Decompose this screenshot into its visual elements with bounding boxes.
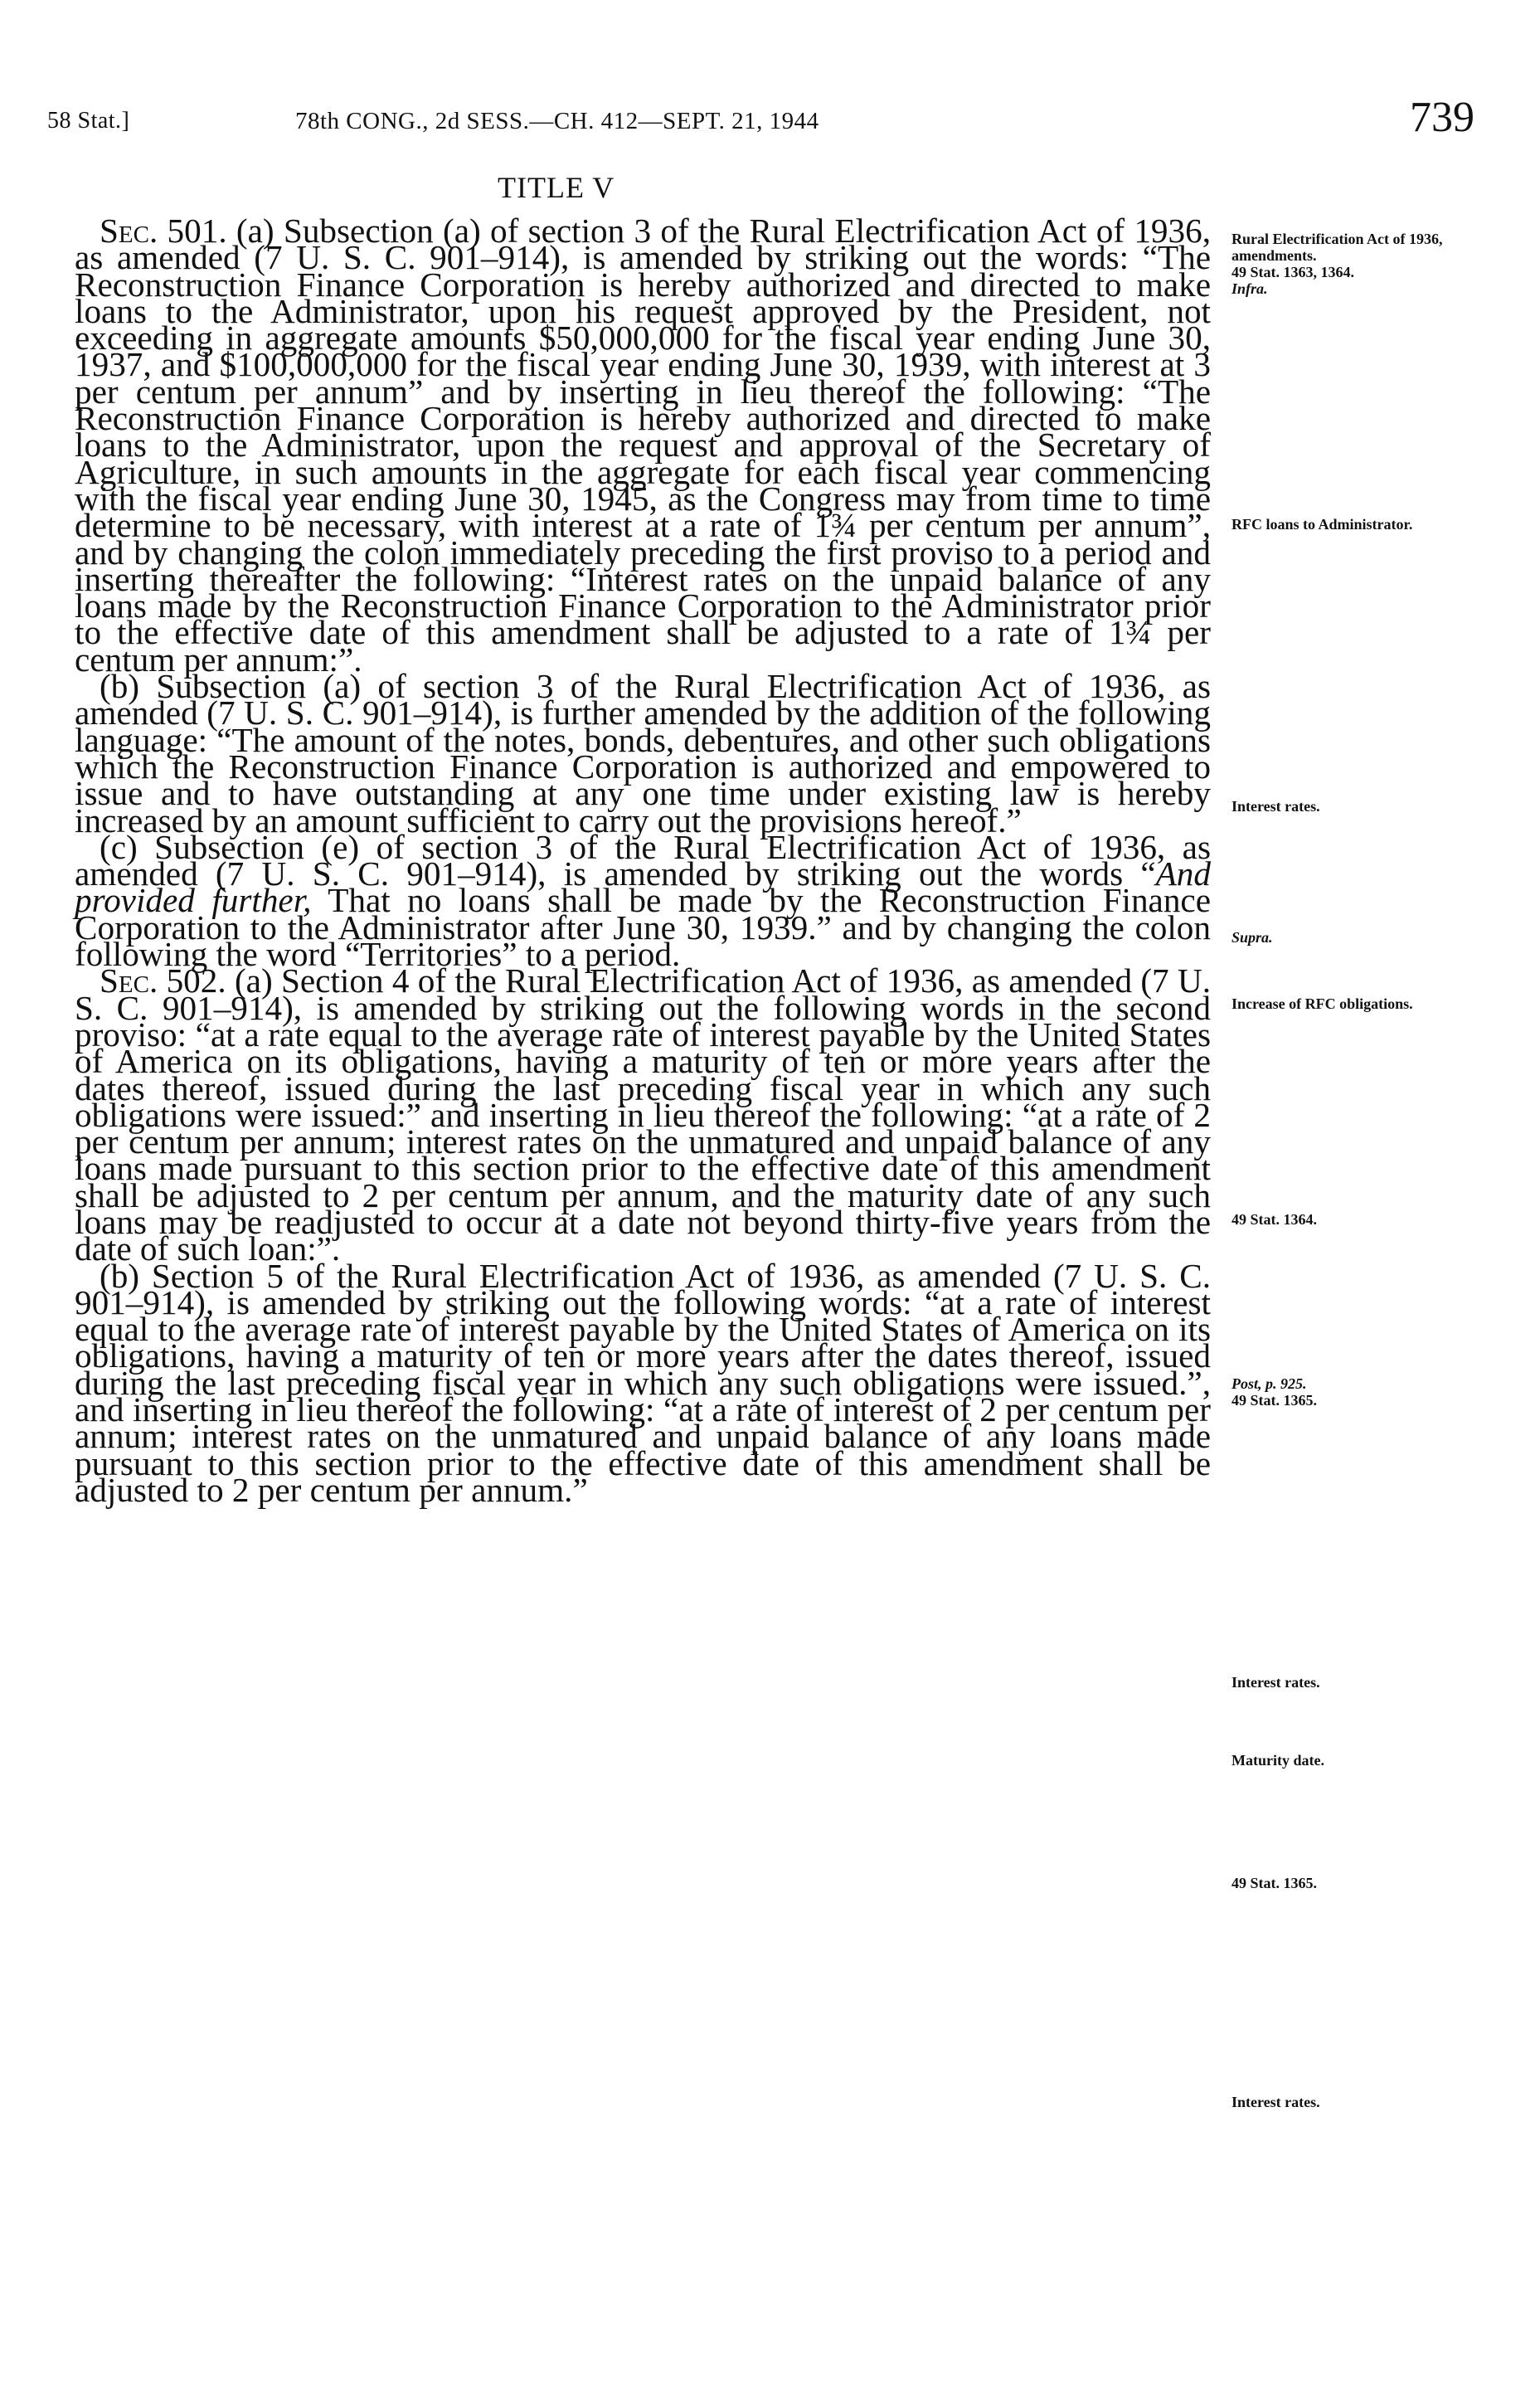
- margin-note-interest-rates: Interest rates.: [1232, 1674, 1320, 1691]
- margin-note-49-stat-1364: 49 Stat. 1364.: [1232, 1211, 1317, 1228]
- margin-note-maturity-date: Maturity date.: [1232, 1752, 1324, 1769]
- margin-note-line: 49 Stat. 1365.: [1232, 1392, 1317, 1409]
- margin-note-line: 49 Stat. 1363, 1364.: [1232, 264, 1354, 280]
- margin-note-line: Post, p. 925.: [1232, 1375, 1307, 1392]
- margin-note-rural-electrification: [1232, 231, 1497, 297]
- margin-note-interest-rates: Interest rates.: [1232, 2094, 1320, 2110]
- running-head-statute: 58 Stat.]: [47, 108, 130, 134]
- running-head-session: 78th CONG., 2d SESS.—CH. 412—SEPT. 21, 1944: [295, 108, 819, 134]
- margin-note-rfc-loans: RFC loans to Administrator.: [1232, 516, 1413, 533]
- section-label: Sec. 501.: [100, 212, 227, 250]
- margin-note-line: Rural Electrification Act of 1936, amendments.: [1232, 231, 1443, 264]
- paragraph-text: (b) Section 5 of the Rural Electrification Act of 1936, as amended (7 U. S. C. 901–914), is amended by striking out the following words: “at a rate of interest equal to the average rate of interest payable by the United States of America on its obligations, having a maturity of ten or more years after the dates thereof, issued during the last preceding fiscal year in which any such obligations were issued.”, and inserting in lieu thereof the following: “at a rate of interest of 2 per centum per annum; interest rates on the unmatured and unpaid balance of any loans made pursuant to this section prior to the effective date of this amendment shall be adjusted to 2 per centum per annum.”: [75, 1256, 1211, 1509]
- italic-phrase: And provided further,: [75, 854, 1211, 920]
- paragraph-text: (c) Subsection (e) of section 3 of the Rural Electrification Act of 1936, as amended (7 U. S. C. 901–914), is amended by striking out the words “: [75, 827, 1211, 893]
- paragraph-text: (a) Section 4 of the Rural Electrification Act of 1936, as amended (7 U. S. C. 901–914), is amended by striking out the following words in the second proviso: “at a rate equal to the average rate of interest payable by the United States of America on its obligations, having a maturity of ten or more years after the dates thereof, issued during the last preceding fiscal year in which any such obligations were issued:” and inserting in lieu thereof the following: “at a rate of 2 per centum per annum; interest rates on the unmatured and unpaid balance of any loans made pursuant to this section prior to the effective date of this amendment shall be adjusted to 2 per centum per annum, and the maturity date of any such loans may be readjusted to occur at a date not beyond thirty-five years from the date of such loan:”.: [75, 961, 1211, 1268]
- paragraph-sec-501-a: [75, 212, 1212, 679]
- title-heading: TITLE V: [498, 171, 615, 204]
- paragraph-sec-501-b: [75, 667, 1211, 839]
- paragraph-sec-502-b: [75, 1256, 1211, 1509]
- paragraph-sec-502-a: [75, 961, 1211, 1268]
- margin-note-line: Infra.: [1232, 280, 1268, 297]
- margin-note-increase-rfc: Increase of RFC obligations.: [1232, 995, 1413, 1012]
- page-number: 739: [1410, 94, 1474, 141]
- paragraph-text: That no loans shall be made by the Reconstruction Finance Corporation to the Administrator after June 30, 1939.” and by changing the colon following the word “Territories” to a period.: [75, 881, 1211, 974]
- margin-note-49-stat-1365: 49 Stat. 1365.: [1232, 1875, 1317, 1891]
- paragraph-sec-501-c: [75, 827, 1211, 974]
- paragraph-text: (b) Subsection (a) of section 3 of the Rural Electrification Act of 1936, as amended (7 U. S. C. 901–914), is further amended by the addition of the following language: “The amount of the notes, bonds, debentures, and other such obligations which the Reconstruction Finance Corporation is authorized and empowered to issue and to have outstanding at any one time under existing law is hereby increased by an amount sufficient to carry out the provisions hereof.”: [75, 667, 1211, 839]
- section-label: Sec. 502.: [100, 961, 226, 1000]
- body-text: [75, 212, 1212, 1509]
- margin-note-supra: Supra.: [1232, 929, 1273, 946]
- margin-note-interest-rates: Interest rates.: [1232, 798, 1320, 815]
- paragraph-text: (a) Subsection (a) of section 3 of the Rural Electrification Act of 1936, as amended (7 U. S. C. 901–914), is amended by striking out the words: “The Reconstruction Finance Corporation is hereby authorized and directed to make loans to the Administrator, upon his request approved by the President, not exceeding in aggregate amounts $50,000,000 for the fiscal year ending June 30, 1937, and $100,000,000 for the fiscal year ending June 30, 1939, with interest at 3 per centum per annum” and by inserting in lieu thereof the following: “The Reconstruction Finance Corporation is hereby authorized and directed to make loans to the Administrator, upon the request and approval of the Secretary of Agriculture, in such amounts in the aggregate for each fiscal year commencing with the fiscal year ending June 30, 1945, as the Congress may from time to time determine to be necessary, with interest at a rate of 1¾ per centum per annum”, and by changing the colon immediately preceding the first proviso to a period and inserting thereafter the following: “Interest rates on the unpaid balance of any loans made by the Reconstruction Finance Corporation to the Administrator prior to the effective date of this amendment shall be adjusted to a rate of 1¾ per centum per annum:”.: [75, 212, 1212, 679]
- margin-note-post: [1232, 1375, 1497, 1409]
